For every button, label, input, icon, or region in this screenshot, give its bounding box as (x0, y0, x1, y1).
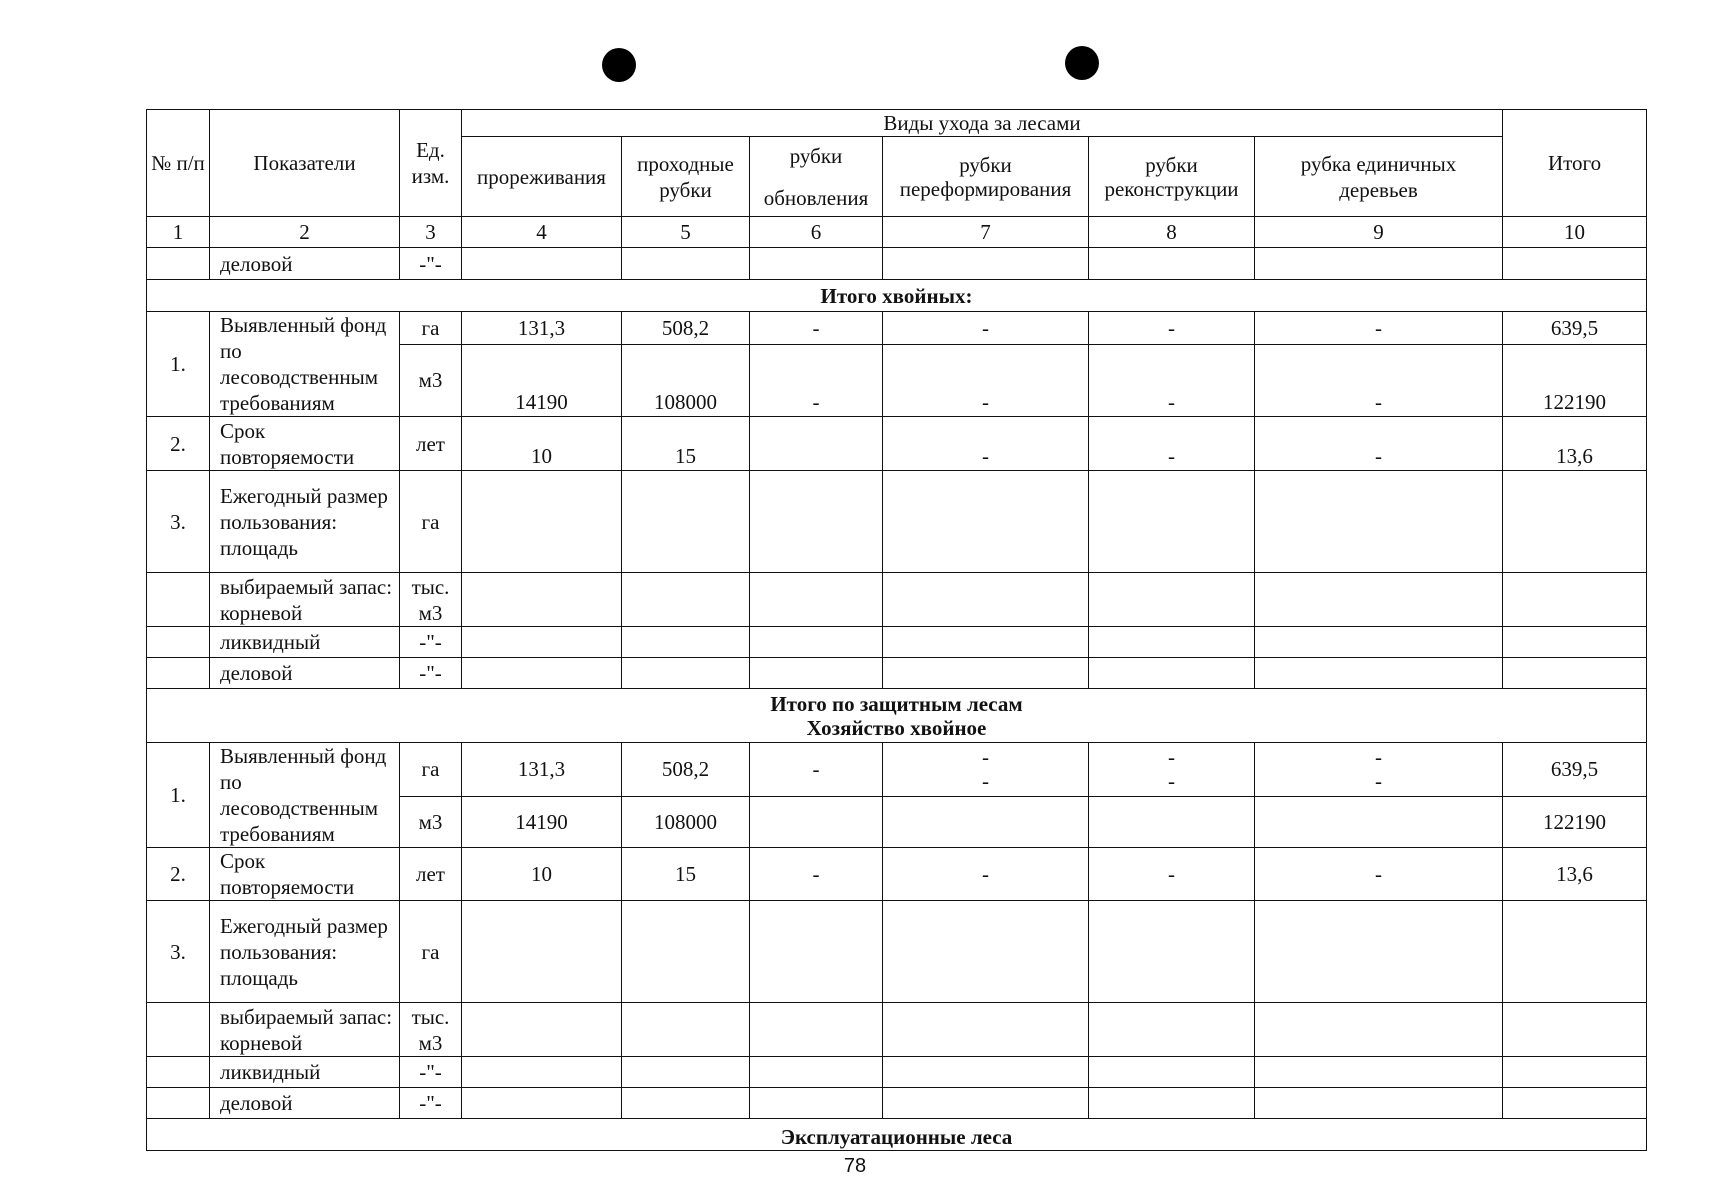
cell-value-line2: - (982, 769, 989, 794)
row-label: ликвидный (210, 627, 400, 658)
cell-value: - (883, 312, 1089, 345)
cell-value: - (1255, 344, 1503, 416)
col-number: 8 (1089, 217, 1255, 248)
cell-value: 108000 (622, 344, 750, 416)
col-number: 3 (400, 217, 462, 248)
col-number: 1 (147, 217, 210, 248)
cell-value-line2: - (1375, 769, 1382, 794)
header-types-group: Виды ухода за лесами (462, 110, 1503, 137)
cell-value (1089, 796, 1255, 847)
cell-value: - (1255, 312, 1503, 345)
header-single-trees: рубка единичных деревьев (1255, 137, 1503, 217)
header-reformation-line2: переформирования (899, 176, 1072, 201)
row-unit: -"- (400, 627, 462, 658)
row-label: выбираемый запас: корневой (210, 1003, 400, 1057)
row-label: Ежегодный размер пользования: площадь (210, 901, 400, 1003)
header-reconstruction-line1: рубки (1145, 152, 1198, 177)
header-total: Итого (1503, 110, 1647, 217)
cell-value (750, 417, 883, 471)
cell-value: 10 (462, 417, 622, 471)
row-label: Срок повторяемости (210, 848, 400, 901)
punch-hole-right (1065, 46, 1099, 80)
row-label: деловой (210, 658, 400, 689)
row-label: ликвидный (210, 1057, 400, 1088)
header-unit: Ед. изм. (400, 110, 462, 217)
row-number: 1. (147, 743, 210, 848)
table-row (147, 573, 1647, 627)
row-label: деловой (210, 1088, 400, 1119)
cell-value (1255, 743, 1503, 797)
table-row (147, 1088, 1647, 1119)
page-number: 78 (843, 1155, 867, 1177)
col-number: 4 (462, 217, 622, 248)
table-row (147, 627, 1647, 658)
header-passing: проходные рубки (622, 137, 750, 217)
cell-value: - (883, 417, 1089, 471)
row-unit: -"- (400, 248, 462, 280)
table-row (147, 1057, 1647, 1088)
col-number: 7 (883, 217, 1089, 248)
cell-value: 14190 (462, 344, 622, 416)
section-title-protective (147, 689, 1647, 743)
table-row (147, 743, 1647, 797)
col-number: 5 (622, 217, 750, 248)
row-number: 1. (147, 312, 210, 417)
row-unit: -"- (400, 658, 462, 689)
cell-value: 13,6 (1503, 848, 1647, 901)
header-renewal-line1: рубки (789, 143, 843, 168)
row-unit: -"- (400, 1088, 462, 1119)
punch-hole-left (602, 48, 636, 82)
cell-value (1089, 743, 1255, 797)
row-unit: га (400, 901, 462, 1003)
header-renewal (750, 137, 883, 217)
cell-value (750, 796, 883, 847)
col-number: 2 (210, 217, 400, 248)
table-row (147, 248, 1647, 280)
cell-value: - (1255, 848, 1503, 901)
cell-value: 131,3 (462, 743, 622, 797)
forest-care-table (146, 109, 1647, 1151)
header-reformation (883, 137, 1089, 217)
row-unit: тыс. м3 (400, 573, 462, 627)
row-unit: тыс. м3 (400, 1003, 462, 1057)
header-reformation-line1: рубки (959, 152, 1012, 177)
cell-value: 108000 (622, 796, 750, 847)
cell-value-line1: - (982, 745, 989, 770)
header-reconstruction-line2: реконструкции (1104, 176, 1239, 201)
header-thinning: прореживания (462, 137, 622, 217)
row-unit: м3 (400, 796, 462, 847)
cell-value: 13,6 (1503, 417, 1647, 471)
cell-value (883, 743, 1089, 797)
cell-value: 131,3 (462, 312, 622, 345)
table-row (147, 1003, 1647, 1057)
table-row (147, 417, 1647, 471)
col-number: 9 (1255, 217, 1503, 248)
cell-value: - (1089, 417, 1255, 471)
section-title-conifer: Итого хвойных: (147, 280, 1647, 312)
row-unit: га (400, 312, 462, 345)
row-unit: га (400, 743, 462, 797)
row-unit: м3 (400, 344, 462, 416)
cell-value: 122190 (1503, 344, 1647, 416)
header-reconstruction (1089, 137, 1255, 217)
cell-value: 14190 (462, 796, 622, 847)
row-label: Ежегодный размер пользования: площадь (210, 471, 400, 573)
cell-value: - (1089, 344, 1255, 416)
header-indicator: Показатели (210, 110, 400, 217)
table-row (147, 658, 1647, 689)
table-row (147, 901, 1647, 1003)
cell-value: - (750, 312, 883, 345)
cell-value: - (1089, 312, 1255, 345)
cell-value (1255, 796, 1503, 847)
section-title-exploitation: Эксплуатационные леса (147, 1119, 1647, 1151)
column-number-row (147, 217, 1647, 248)
header-no: № п/п (147, 110, 210, 217)
row-label: Срок повторяемости (210, 417, 400, 471)
col-number: 6 (750, 217, 883, 248)
cell-value: - (750, 344, 883, 416)
cell-value: - (1089, 848, 1255, 901)
row-unit: лет (400, 417, 462, 471)
cell-value: 639,5 (1503, 743, 1647, 797)
table-row (147, 848, 1647, 901)
table-row (147, 471, 1647, 573)
header-renewal-line2: обновления (763, 185, 869, 210)
cell-value-line1: - (1168, 745, 1175, 770)
row-label: Выявленный фонд по лесоводственным требованиям (210, 312, 400, 417)
cell-value-line2: - (1168, 769, 1175, 794)
row-unit: лет (400, 848, 462, 901)
cell-value: - (750, 743, 883, 797)
cell-value (883, 796, 1089, 847)
row-label: Выявленный фонд по лесоводственным требованиям (210, 743, 400, 848)
row-number: 3. (147, 901, 210, 1003)
cell-value: - (1255, 417, 1503, 471)
row-unit: -"- (400, 1057, 462, 1088)
cell-value: 508,2 (622, 743, 750, 797)
cell-value: 15 (622, 417, 750, 471)
row-number: 2. (147, 417, 210, 471)
cell-value: 15 (622, 848, 750, 901)
row-label: деловой (210, 248, 400, 280)
row-number: 3. (147, 471, 210, 573)
col-number: 10 (1503, 217, 1647, 248)
cell-value: - (883, 344, 1089, 416)
cell-value: 10 (462, 848, 622, 901)
cell-value: 122190 (1503, 796, 1647, 847)
row-label: выбираемый запас: корневой (210, 573, 400, 627)
cell-value: 508,2 (622, 312, 750, 345)
cell-value: - (883, 848, 1089, 901)
row-number: 2. (147, 848, 210, 901)
cell-value: 639,5 (1503, 312, 1647, 345)
row-unit: га (400, 471, 462, 573)
cell-value-line1: - (1375, 745, 1382, 770)
table-row (147, 312, 1647, 345)
section-title-protective-line1: Итого по защитным лесам (770, 691, 1023, 716)
cell-value: - (750, 848, 883, 901)
section-title-protective-line2: Хозяйство хвойное (806, 715, 987, 740)
